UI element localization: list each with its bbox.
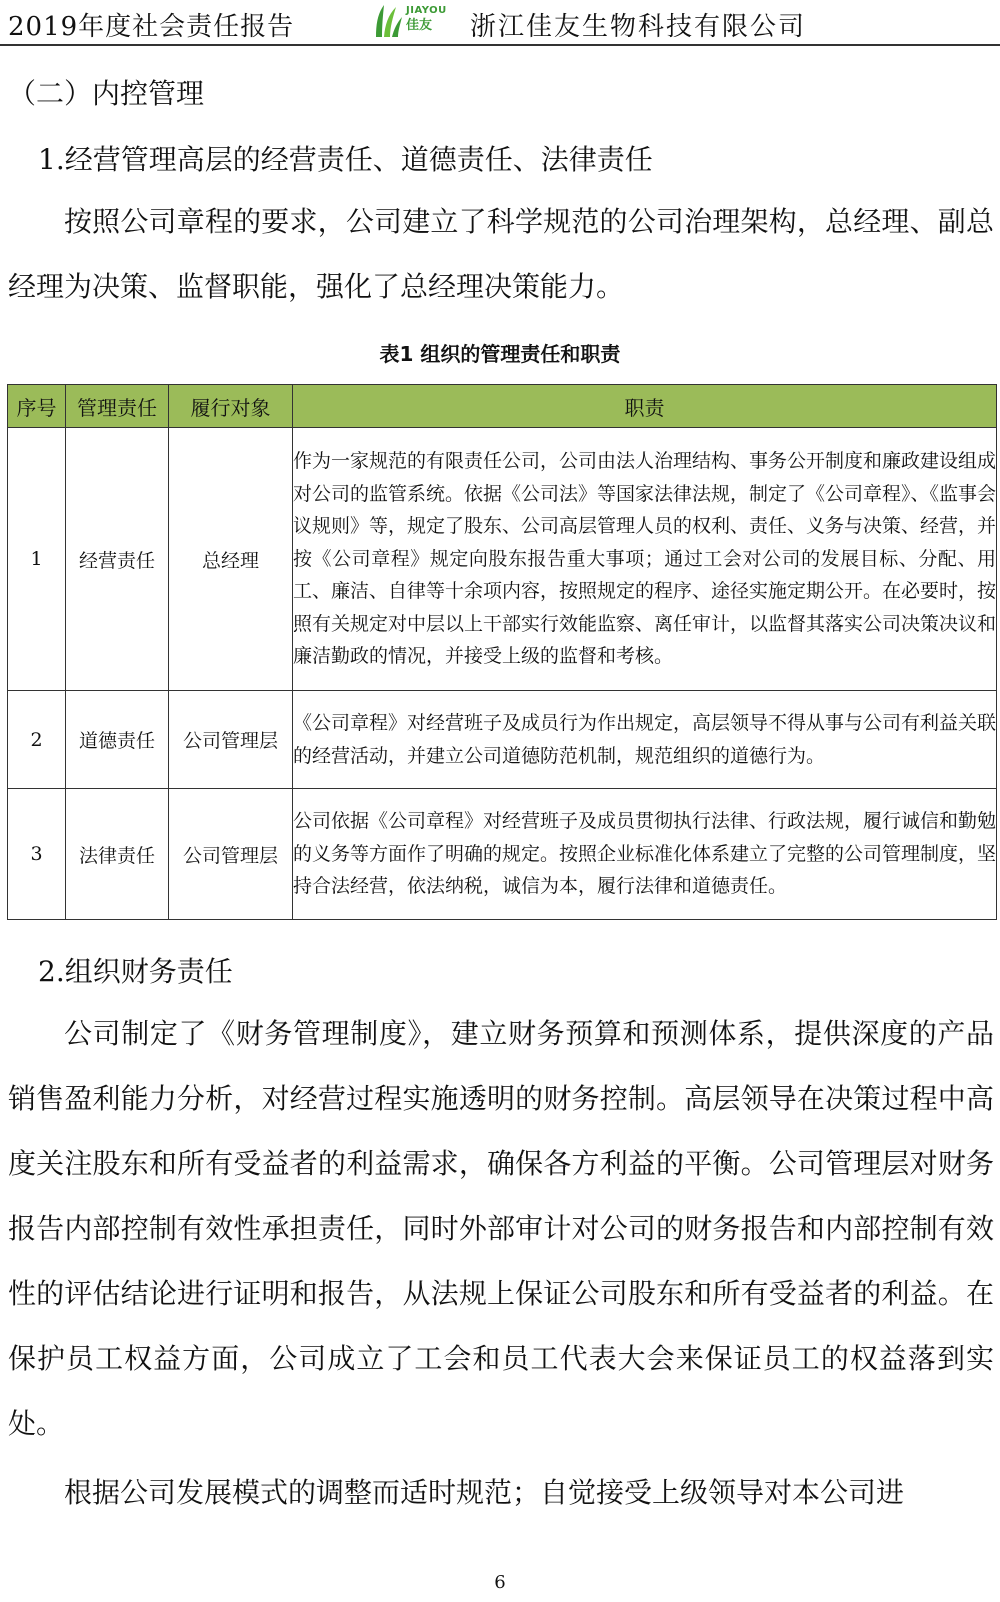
company-name: 浙江佳友生物科技有限公司 (470, 12, 807, 42)
cell-number: 2 (8, 691, 66, 789)
cell-responsibility: 经营责任 (66, 428, 169, 691)
table-caption: 表1 组织的管理责任和职责 (379, 342, 621, 366)
paragraph-finance: 公司制定了《财务管理制度》，建立财务预算和预测体系，提供深度的产品销售盈利能力分析，对经营过程实施透明的财务控制。高层领导在决策过程中高度关注股东和所有受益者的利益需求，确保各方利益的平衡。公司管理层对财务报告内部控制有效性承担责任，同时外部审计对公司的财务报告和内部控制有效性的评估结论进行证明和报告，从法规上保证公司股东和所有受益者的利益。在保护员工权益方面，公司成立了工会和员工代表大会来保证员工的权益落到实处。 (8, 1017, 994, 1440)
cell-duty: 作为一家规范的有限责任公司，公司由法人治理结构、事务公开制度和廉政建设组成对公司的监管系统。依据《公司法》等国家法律法规，制定了《公司章程》、《监事会议规则》等，规定了股东、公司高层管理人员的权利、责任、义务与决策、经营，并按《公司章程》规定向股东报告重大事项；通过工会对公司的发展目标、分配、用工、廉洁、自律等十余项内容，按照规定的程序、途径实施定期公开。在必要时，按照有关规定对中层以上干部实行效能监察、离任审计，以监督其落实公司决策决议和廉洁勤政的情况，并接受上级的监督和考核。 (293, 428, 997, 691)
company-logo (372, 3, 447, 39)
page-number: 6 (494, 1572, 506, 1593)
subsection-heading-2: 2.组织财务责任 (38, 955, 233, 988)
table-row (8, 428, 997, 691)
cell-target: 公司管理层 (169, 691, 293, 789)
section-heading: （二）内控管理 (8, 77, 205, 110)
cell-number: 1 (8, 428, 66, 691)
cell-duty: 《公司章程》对经营班子及成员行为作出规定，高层领导不得从事与公司有利益关联的经营活动，并建立公司道德防范机制，规范组织的道德行为。 (293, 691, 997, 789)
cell-number: 3 (8, 789, 66, 920)
responsibility-table (7, 384, 997, 920)
table-row (8, 789, 997, 920)
leaf-logo-icon (372, 3, 404, 39)
subsection-heading-1: 1.经营管理高层的经营责任、道德责任、法律责任 (38, 143, 653, 176)
table-row (8, 691, 997, 789)
col-header-number: 序号 (8, 385, 66, 428)
col-header-duty: 职责 (293, 385, 997, 428)
cell-responsibility: 法律责任 (66, 789, 169, 920)
cell-target: 公司管理层 (169, 789, 293, 920)
table-header-row (8, 385, 997, 428)
logo-text (406, 6, 447, 32)
logo-text-en: JIAYOU (406, 5, 447, 16)
col-header-target: 履行对象 (169, 385, 293, 428)
cell-target: 总经理 (169, 428, 293, 691)
paragraph-continued: 根据公司发展模式的调整而适时规范；自觉接受上级领导对本公司进 (64, 1476, 905, 1509)
col-header-responsibility: 管理责任 (66, 385, 169, 428)
page-header (0, 0, 1000, 46)
paragraph-governance: 按照公司章程的要求，公司建立了科学规范的公司治理架构，总经理、副总经理为决策、监督职能，强化了总经理决策能力。 (8, 205, 994, 303)
cell-responsibility: 道德责任 (66, 691, 169, 789)
logo-text-cn: 佳友 (406, 18, 433, 33)
report-title: 2019年度社会责任报告 (8, 12, 295, 42)
cell-duty: 公司依据《公司章程》对经营班子及成员贯彻执行法律、行政法规，履行诚信和勤勉的义务等方面作了明确的规定。按照企业标准化体系建立了完整的公司管理制度，坚持合法经营，依法纳税，诚信为本，履行法律和道德责任。 (293, 789, 997, 920)
